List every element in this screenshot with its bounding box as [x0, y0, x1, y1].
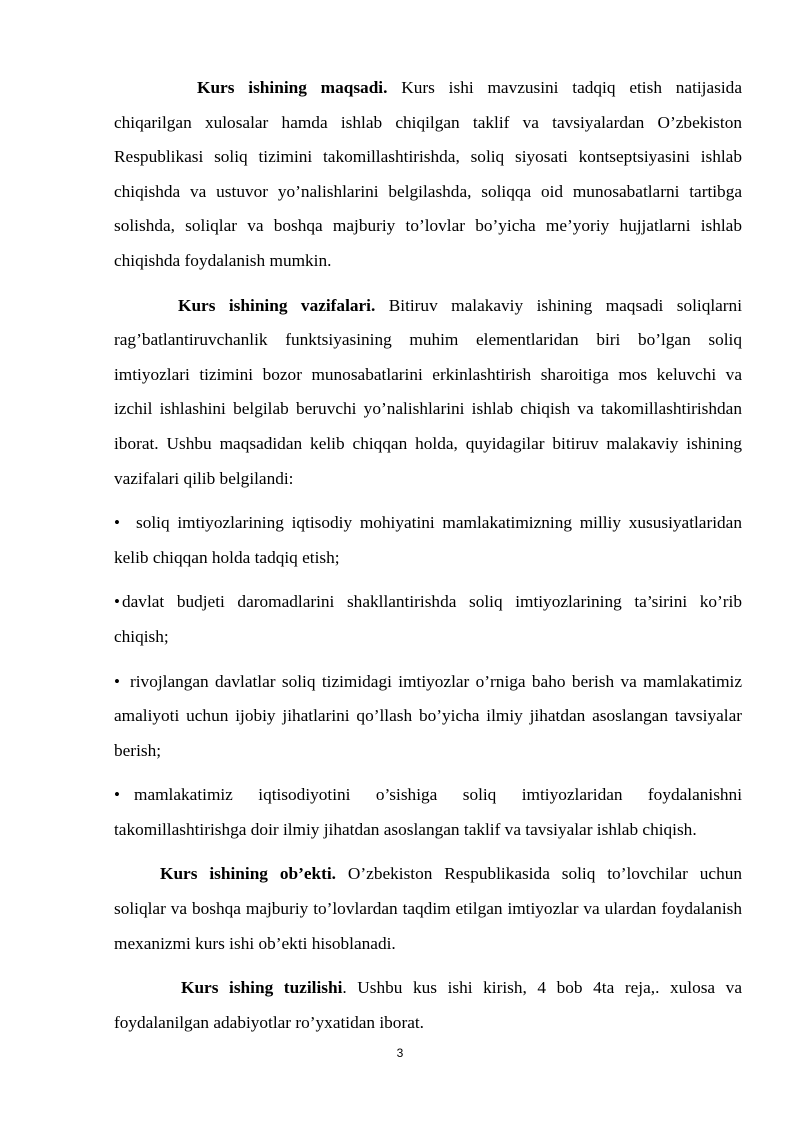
bullet-icon: • [114, 592, 120, 612]
text-vazifalar: Bitiruv malakaviy ishining maqsadi soliqlarni rag’batlantiruvchanlik funktsiyasining muhim elementlaridan biri bo’lgan soliq imtiyozlari tizimini bozor munosabatlarini erkinlashtirish sharoitiga mos keluvchi va izchil ishlashini belgilab beruvchi yo’nalishlarini ishlab chiqish va takomillashtirishdan iborat. Ushbu maqsadidan kelib chiqqan holda, quyidagilar bitiruv malakaviy ishining vazifalari qilib belgilandi: [114, 295, 742, 488]
text-tuzilish: . Ushbu kus ishi kirish, 4 bob 4ta reja,. xulosa va foydalanilgan adabiyotlar ro’yxatidan iborat. [114, 978, 742, 1032]
bullet-icon: • [114, 513, 120, 533]
bullet-item-4 [114, 778, 742, 847]
page-number: 3 [396, 1046, 404, 1060]
bullet-item-2 [114, 585, 742, 654]
text-obekt: O’zbekiston Respublikasida soliq to’lovchilar uchun soliqlar va boshqa majburiy to’lovlardan taqdim etilgan imtiyozlar va ulardan foydalanish mexanizmi kurs ishi ob’ekti hisoblanadi. [114, 864, 743, 953]
bullet-item-1 [114, 506, 742, 575]
heading-tuzilish: Kurs ishing tuzilishi [181, 978, 343, 998]
heading-vazifalar: Kurs ishining vazifalari. [178, 295, 376, 315]
bullet-text-4: mamlakatimiz iqtisodiyotini o’sishiga soliq imtiyozlaridan foydalanishni takomillashtirishga doir ilmiy jihatdan asoslangan taklif va tavsiyalar ishlab chiqish. [114, 785, 742, 839]
heading-obekt: Kurs ishining ob’ekti. [160, 864, 337, 884]
paragraph-tuzilish [114, 971, 742, 1040]
bullet-item-3 [114, 665, 742, 769]
paragraph-maqsad [114, 71, 742, 279]
text-maqsad: Kurs ishi mavzusini tadqiq etish natijasida chiqarilgan xulosalar hamda ishlab chiqilgan taklif va tavsiyalardan O’zbekiston Respublikasi soliq tizimini takomillashtirishda, soliq siyosati kontseptsiyasini ishlab chiqishda va ustuvor yo’nalishlarini belgilashda, soliqqa oid munosabatlarni tartibga solishda, soliqlar va boshqa majburiy to’lovlar bo’yicha me’yoriy hujjatlarni ishlab chiqishda foydalanish mumkin. [114, 78, 742, 270]
bullet-text-3: rivojlangan davlatlar soliq tizimidagi imtiyozlar o’rniga baho berish va mamlakatimiz amaliyoti uchun ijobiy jihatlarini qo’llash bo’yicha ilmiy jihatdan asoslangan tavsiyalar berish; [114, 671, 742, 760]
bullet-text-2: davlat budjeti daromadlarini shakllantirishda soliq imtiyozlarining ta’sirini ko’rib chiqish; [114, 592, 742, 646]
bullet-text-1: soliq imtiyozlarining iqtisodiy mohiyatini mamlakatimizning milliy xususiyatlaridan kelib chiqqan holda tadqiq etish; [114, 513, 742, 567]
bullet-icon: • [114, 671, 120, 691]
document-page [114, 71, 742, 1050]
bullet-icon: • [114, 785, 120, 805]
heading-maqsad: Kurs ishining maqsadi. [197, 78, 388, 97]
paragraph-vazifalar [114, 289, 742, 497]
paragraph-obekt [114, 857, 742, 961]
